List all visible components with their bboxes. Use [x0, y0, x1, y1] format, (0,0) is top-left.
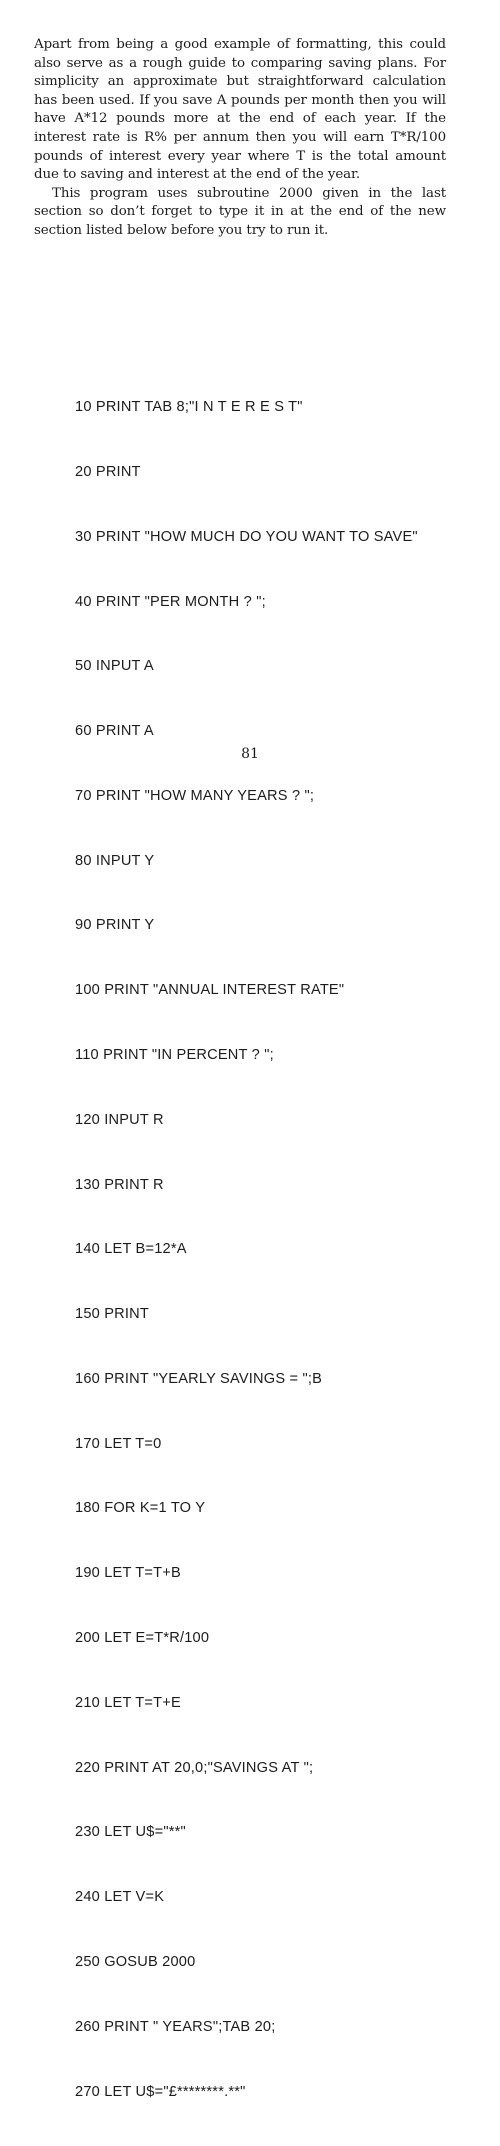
code-line: 90 PRINT Y [75, 917, 155, 934]
code-line: 60 PRINT A [75, 723, 154, 740]
code-line: 20 PRINT [75, 463, 141, 480]
code-line: 210 LET T=T+E [75, 1694, 181, 1711]
code-line: 70 PRINT "HOW MANY YEARS ? "; [75, 787, 315, 804]
code-line: 40 PRINT "PER MONTH ? "; [75, 593, 266, 610]
code-line: 10 PRINT TAB 8;"I N T E R E S T" [75, 399, 303, 416]
code-line: 80 INPUT Y [75, 852, 155, 869]
page-number: 81 [241, 746, 259, 762]
code-line: 180 FOR K=1 TO Y [75, 1500, 206, 1517]
program-listing [75, 354, 475, 2146]
code-line: 110 PRINT "IN PERCENT ? "; [75, 1047, 274, 1063]
code-line: 270 LET U$="£********.**" [75, 2083, 246, 2100]
code-line: 200 LET E=T*R/100 [75, 1630, 210, 1647]
paragraph-subroutine-note: This program uses subroutine 2000 given in the last section so don’t forget to type it in at the end of the new section listed below before you try to run it. [34, 185, 446, 238]
paragraph-intro: Apart from being a good example of formatting, this could also serve as a rough guide to comparing saving plans. For simplicity an approximate but straightforward calculation has been used. If you save A pounds per month then you will have A*12 pounds more at the end of each year. If the interest rate is R% per annum then you will earn T*R/100 pounds of interest every year where T is the total amount due to saving and interest at the end of the year. [34, 37, 446, 183]
code-line: 160 PRINT "YEARLY SAVINGS = ";B [75, 1370, 323, 1387]
code-line: 230 LET U$="**" [75, 1824, 186, 1841]
code-line: 50 INPUT A [75, 658, 154, 675]
code-line: 120 INPUT R [75, 1111, 164, 1128]
code-line: 170 LET T=0 [75, 1435, 162, 1452]
code-line: 150 PRINT [75, 1306, 149, 1323]
code-line: 140 LET B=12*A [75, 1241, 187, 1258]
code-line: 100 PRINT "ANNUAL INTEREST RATE" [75, 982, 345, 999]
body-text [34, 36, 446, 241]
code-line: 130 PRINT R [75, 1176, 164, 1193]
code-line: 250 GOSUB 2000 [75, 1953, 196, 1970]
code-line: 260 PRINT " YEARS";TAB 20; [75, 2018, 276, 2035]
code-line: 220 PRINT AT 20,0;"SAVINGS AT "; [75, 1759, 314, 1776]
code-line: 30 PRINT "HOW MUCH DO YOU WANT TO SAVE" [75, 528, 418, 545]
code-line: 240 LET V=K [75, 1889, 165, 1906]
code-line: 190 LET T=T+B [75, 1565, 181, 1582]
